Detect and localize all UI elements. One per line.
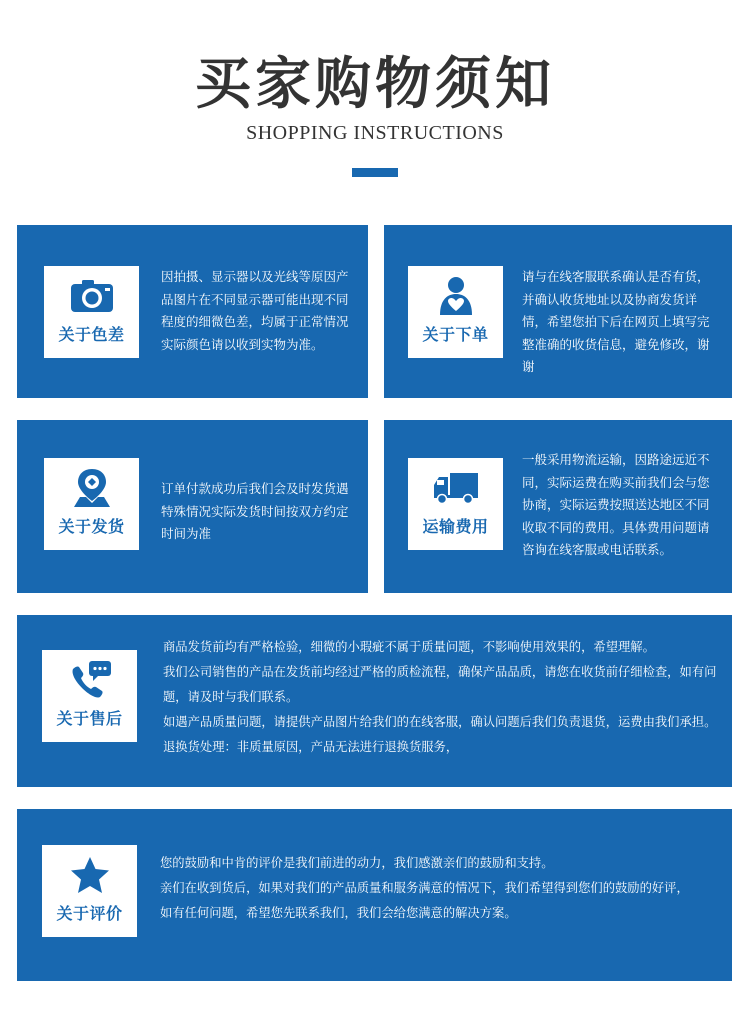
page-header xyxy=(0,0,750,200)
section-text xyxy=(163,635,723,760)
badge-color-difference xyxy=(44,266,139,358)
map-pin-icon xyxy=(44,466,139,510)
badge-label: 关于评价 xyxy=(56,904,123,923)
paragraph: 如遇产品质量问题，请提供产品图片给我们的在线客服，确认问题后我们负责退货，运费由我们承担。退换货处理：非质量原因，产品无法进行退换货服务， xyxy=(163,715,717,754)
panel-shipping-cost xyxy=(384,420,732,593)
paragraph: 请与在线客服联系确认是否有货，并确认收货地址以及协商发货详情，希望您拍下后在网页上填写完整准确的收货信息，避免修改，谢谢 xyxy=(522,269,710,374)
paragraph: 我们公司销售的产品在发货前均经过严格的质检流程，确保产品品质，请您在收货前仔细检查，如有问题，请及时与我们联系。 xyxy=(163,665,717,704)
page-subtitle: SHOPPING INSTRUCTIONS xyxy=(246,122,504,144)
section-text xyxy=(522,449,718,562)
paragraph: 您的鼓励和中肯的评价是我们前进的动力，我们感激亲们的鼓励和支持。 xyxy=(160,856,554,870)
badge-label: 关于色差 xyxy=(58,325,125,344)
badge-label: 关于下单 xyxy=(422,325,489,344)
badge-shipping-cost xyxy=(408,458,503,550)
badge-ordering xyxy=(408,266,503,358)
panel-color-difference xyxy=(17,225,368,398)
paragraph: 一般采用物流运输，因路途远近不同，实际运费在购买前我们会与您协商，实际运费按照送达地区不同收取不同的费用。具体费用问题请咨询在线客服或电话联系。 xyxy=(522,452,710,557)
paragraph: 商品发货前均有严格检验，细微的小瑕疵不属于质量问题，不影响使用效果的，希望理解。 xyxy=(163,640,655,654)
badge-label: 运输费用 xyxy=(422,517,489,536)
section-text xyxy=(522,266,718,379)
badge-reviews xyxy=(42,845,137,937)
badge-shipping xyxy=(44,458,139,550)
badge-label: 关于发货 xyxy=(58,517,125,536)
panel-ordering xyxy=(384,225,732,398)
paragraph: 亲们在收到货后，如果对我们的产品质量和服务满意的情况下，我们希望得到您们的鼓励的好评， xyxy=(160,881,689,895)
panel-after-sales xyxy=(17,615,732,787)
section-text xyxy=(160,851,720,926)
title-underline xyxy=(352,168,398,177)
page-title: 买家购物须知 xyxy=(195,51,555,117)
panel-reviews xyxy=(17,809,732,981)
phone-chat-icon xyxy=(42,658,137,702)
star-icon xyxy=(42,853,137,897)
badge-after-sales xyxy=(42,650,137,742)
section-text xyxy=(161,478,357,546)
panel-shipping xyxy=(17,420,368,593)
truck-icon xyxy=(408,466,503,510)
paragraph: 如有任何问题，希望您先联系我们，我们会给您满意的解决方案。 xyxy=(160,906,517,920)
paragraph: 订单付款成功后我们会及时发货遇特殊情况实际发货时间按双方约定时间为准 xyxy=(161,481,349,541)
badge-label: 关于售后 xyxy=(56,709,123,728)
paragraph: 因拍摄、显示器以及光线等原因产品图片在不同显示器可能出现不同程度的细微色差，均属于正常情况实际颜色请以收到实物为准。 xyxy=(161,269,349,352)
camera-icon xyxy=(44,274,139,318)
customer-service-icon xyxy=(408,274,503,318)
section-text xyxy=(161,266,357,356)
